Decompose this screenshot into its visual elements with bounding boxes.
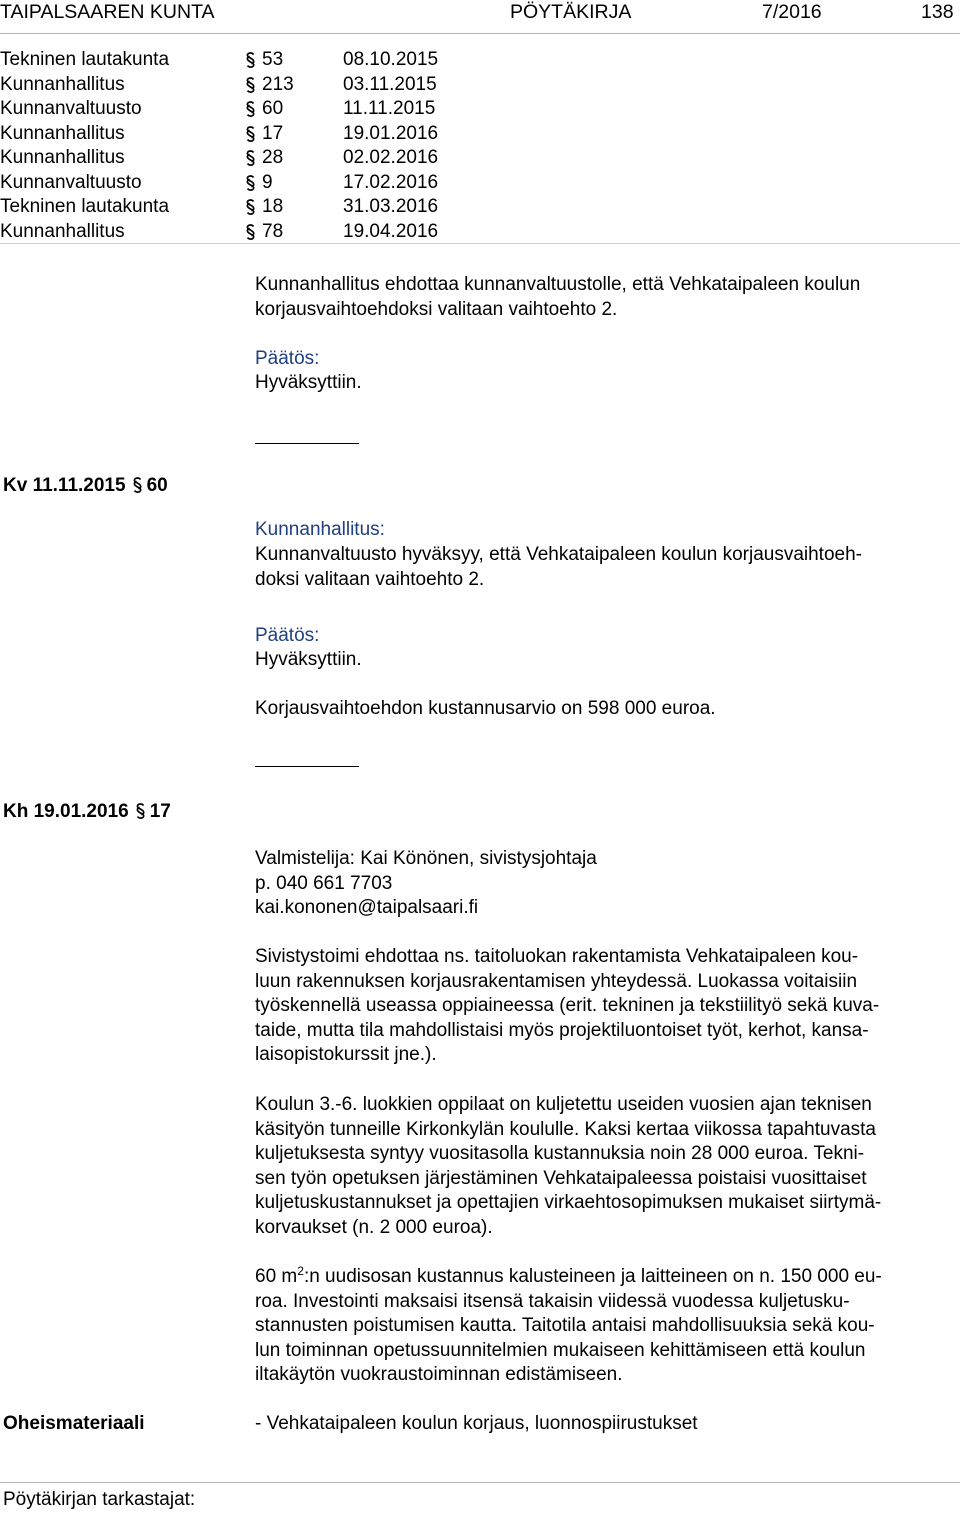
- section-heading-kv: [3, 474, 168, 499]
- page-number: 138: [921, 1, 954, 23]
- separator: [255, 766, 359, 767]
- history-body: Kunnanvaltuusto: [0, 98, 142, 119]
- history-row: [0, 146, 960, 171]
- history-date: 17.02.2016: [343, 171, 439, 193]
- history-date: 03.11.2015: [343, 73, 437, 95]
- history-number: 60: [262, 98, 284, 119]
- history-date: 31.03.2016: [343, 196, 439, 217]
- paragraph-line: korvaukset (n. 2 000 euroa).: [255, 1216, 493, 1238]
- paragraph-line: roa. Investointi maksaisi itsensä takaisin viidessä vuodessa kuljetusku-: [255, 1290, 850, 1312]
- history-date: 02.02.2016: [343, 147, 439, 168]
- proposer-label: Kunnanhallitus:: [255, 519, 385, 540]
- section-sign-icon: [245, 52, 256, 68]
- paragraph-line: Koulun 3.-6. luokkien oppilaat on kuljetettu useiden vuosien ajan teknisen: [255, 1094, 872, 1115]
- municipality-name: TAIPALSAAREN KUNTA: [0, 1, 215, 23]
- paragraph-kuljetus: [255, 1093, 955, 1240]
- history-body: Kunnanhallitus: [0, 220, 125, 242]
- section-sign-icon: [245, 175, 256, 191]
- history-body: Kunnanhallitus: [0, 73, 125, 95]
- kv-proposal: [255, 543, 955, 592]
- paragraph-kustannus: [255, 1265, 955, 1388]
- proposal-line-1: Kunnanhallitus ehdottaa kunnanvaltuustolle, että Vehkataipaleen koulun: [255, 274, 861, 295]
- history-row: [0, 171, 960, 196]
- decision-text: Hyväksyttiin.: [255, 372, 362, 393]
- proposal-block: [255, 273, 955, 322]
- attachment-item: - Vehkataipaleen koulun korjaus, luonnospiirustukset: [255, 1413, 698, 1434]
- history-row: [0, 220, 960, 245]
- document-type: PÖYTÄKIRJA: [510, 1, 632, 23]
- section-title: Kh 19.01.2016: [3, 801, 129, 822]
- history-row: [0, 73, 960, 98]
- history-number: 9: [262, 171, 273, 193]
- section-sign-icon: [245, 77, 256, 93]
- history-date: 08.10.2015: [343, 49, 439, 70]
- section-sign-icon: [245, 126, 256, 142]
- paragraph-line: laisopistokurssit jne.).: [255, 1044, 437, 1065]
- decision-text: Hyväksyttiin.: [255, 649, 362, 670]
- section-heading-kh: [3, 800, 171, 825]
- preparer-phone: p. 040 661 7703: [255, 872, 393, 894]
- paragraph-line: lun toiminnan opetussuunnitelmien mukaiseen kehittämiseen että koulun: [255, 1339, 866, 1361]
- history-row: [0, 195, 960, 220]
- paragraph-line: kuljetuskustannukset ja opettajien virkaehtosopimuksen mukaiset siirtymä-: [255, 1192, 882, 1213]
- preparer-info: [255, 847, 955, 921]
- preparer-email: kai.kononen@taipalsaari.fi: [255, 897, 479, 918]
- paragraph-line: kuljetuksesta syntyy vuositasolla kustannuksia noin 28 000 euroa. Tekni-: [255, 1143, 865, 1164]
- history-body: Kunnanvaltuusto: [0, 171, 142, 193]
- checkers-label: Pöytäkirjan tarkastajat:: [3, 1489, 196, 1510]
- history-body: Tekninen lautakunta: [0, 196, 170, 217]
- header-rule: [0, 33, 960, 34]
- history-body: Tekninen lautakunta: [0, 49, 170, 70]
- separator: [255, 443, 359, 444]
- paragraph-line: työskennellä useassa oppiaineessa (erit. tekninen ja tekstiilityö sekä kuva-: [255, 995, 880, 1016]
- decision-label: Päätös:: [255, 625, 320, 646]
- decision-label: Päätös:: [255, 348, 320, 369]
- section-sign-icon: [245, 101, 256, 117]
- history-number: 53: [262, 49, 284, 70]
- history-row: [0, 48, 960, 73]
- history-row: [0, 122, 960, 147]
- paragraph-taitoluokka: [255, 945, 955, 1068]
- section-number: 17: [149, 801, 171, 822]
- paragraph-line: 60 $m^2:n$ uudisosan kustannus kalusteineen ja laitteineen on n. 150 000 eu-: [255, 1264, 882, 1287]
- kv-proposal-line-1: Kunnanvaltuusto hyväksyy, että Vehkataipaleen koulun korjausvaihtoeh-: [255, 544, 862, 565]
- history-body: Kunnanhallitus: [0, 147, 125, 168]
- footer-rule: [0, 1482, 960, 1483]
- history-number: 18: [262, 196, 284, 217]
- history-number: 78: [262, 220, 284, 242]
- history-rule: [0, 243, 960, 244]
- history-date: 11.11.2015: [343, 98, 436, 119]
- history-date: 19.01.2016: [343, 122, 439, 144]
- attachments-label: Oheismateriaali: [3, 1413, 145, 1434]
- section-number: 60: [146, 475, 168, 496]
- history-row: [0, 97, 960, 122]
- paragraph-line: stannusten poistumisen kautta. Taitotila antaisi mahdollisuuksia sekä kou-: [255, 1315, 875, 1336]
- section-sign-icon: [245, 199, 256, 215]
- section-sign-icon: [132, 477, 143, 493]
- section-sign-icon: [135, 803, 146, 819]
- paragraph-line: iltakäytön vuokraustoiminnan edistämiseen.: [255, 1364, 623, 1385]
- issue-number: 7/2016: [762, 1, 822, 23]
- history-number: 28: [262, 147, 284, 168]
- cost-note: Korjausvaihtoehdon kustannusarvio on 598 000 euroa.: [255, 698, 716, 719]
- history-body: Kunnanhallitus: [0, 122, 125, 144]
- preparer-name: Valmistelija: Kai Könönen, sivistysjohtaja: [255, 848, 597, 869]
- history-number: 17: [262, 122, 284, 144]
- kv-proposal-line-2: doksi valitaan vaihtoehto 2.: [255, 568, 485, 590]
- proposal-line-2: korjausvaihtoehdoksi valitaan vaihtoehto 2.: [255, 298, 618, 320]
- paragraph-line: Sivistystoimi ehdottaa ns. taitoluokan rakentamista Vehkataipaleen kou-: [255, 946, 859, 967]
- section-sign-icon: [245, 224, 256, 240]
- paragraph-line: taide, mutta tila mahdollistaisi myös projektiluontoiset työt, kerhot, kansa-: [255, 1019, 869, 1041]
- history-number: 213: [262, 73, 294, 95]
- paragraph-line: luun rakennuksen korjausrakentamisen yhteydessä. Luokassa voitaisiin: [255, 970, 858, 992]
- section-title: Kv 11.11.2015: [3, 475, 126, 496]
- section-sign-icon: [245, 150, 256, 166]
- history-date: 19.04.2016: [343, 220, 439, 242]
- paragraph-line: sen työn opetuksen järjestäminen Vehkataipaleessa poistaisi vuosittaiset: [255, 1167, 867, 1189]
- paragraph-line: käsityön tunneille Kirkonkylän koululle. Kaksi kertaa viikossa tapahtuvasta: [255, 1118, 876, 1140]
